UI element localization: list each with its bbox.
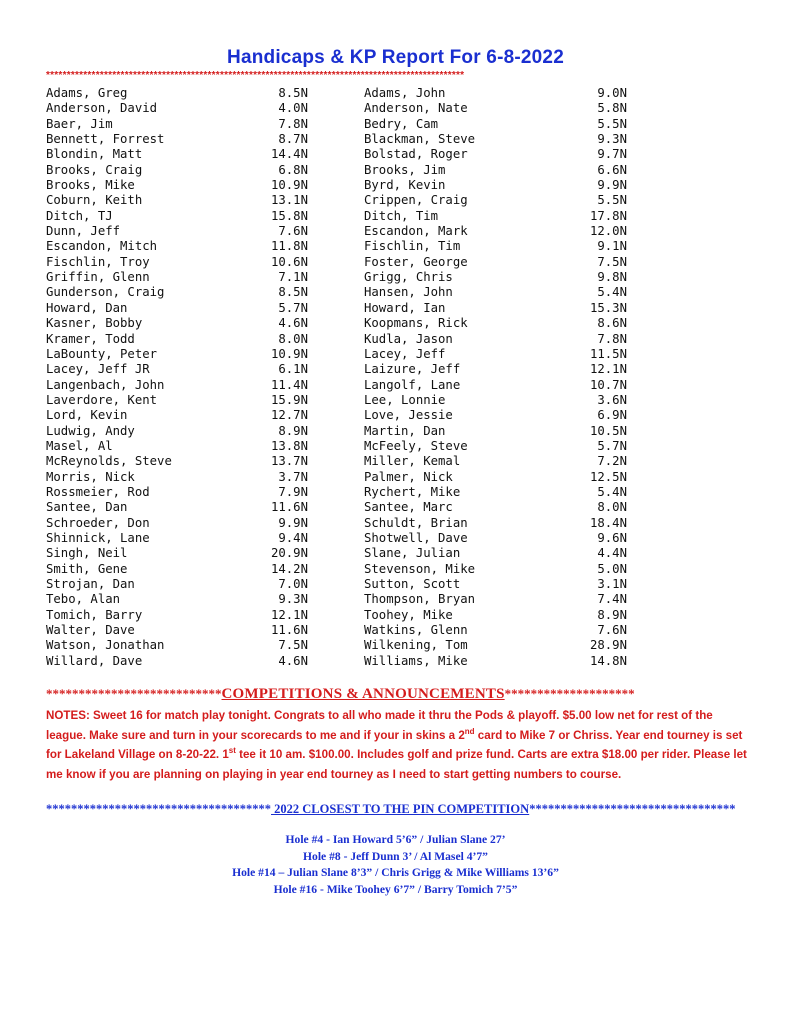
handicap-value-right: 6.9N <box>597 408 627 423</box>
handicap-value-right: 28.9N <box>589 638 627 653</box>
handicap-value-left: 7.9N <box>278 484 308 499</box>
handicap-value-right: 10.5N <box>589 423 627 438</box>
handicap-value-right: 12.0N <box>589 224 627 239</box>
player-name-right: Koopmans, Rick <box>364 316 468 331</box>
handicap-value-left: 9.4N <box>278 530 308 545</box>
notes-text-2: card to Mike 7 or Chriss. Year end tourney is set for Lakeland Village on 8-20-22. 1 <box>46 728 743 762</box>
handicap-value-right: 12.1N <box>589 362 627 377</box>
handicap-row <box>0 147 791 162</box>
player-name-left: Lacey, Jeff JR <box>46 362 150 377</box>
handicap-row <box>0 86 791 101</box>
handicap-value-right: 15.3N <box>589 300 627 315</box>
handicap-value-right: 7.2N <box>597 454 627 469</box>
handicap-row <box>0 654 791 669</box>
player-name-right: Watkins, Glenn <box>364 623 468 638</box>
handicap-value-left: 10.6N <box>270 254 308 269</box>
player-name-left: Tomich, Barry <box>46 607 143 622</box>
handicap-value-left: 4.6N <box>278 316 308 331</box>
player-name-right: Lee, Lonnie <box>364 392 446 407</box>
handicap-row <box>0 285 791 300</box>
handicap-value-right: 7.4N <box>597 592 627 607</box>
handicap-value-left: 15.9N <box>270 392 308 407</box>
kp-stars-right: ********************************* <box>529 802 736 816</box>
handicap-row <box>0 638 791 653</box>
player-name-left: Howard, Dan <box>46 300 128 315</box>
player-name-right: Kudla, Jason <box>364 331 453 346</box>
handicap-value-right: 10.7N <box>589 377 627 392</box>
handicap-value-right: 7.5N <box>597 254 627 269</box>
handicap-row <box>0 270 791 285</box>
competitions-heading <box>46 686 746 703</box>
handicap-value-left: 11.6N <box>270 500 308 515</box>
handicap-row <box>0 592 791 607</box>
competitions-stars-right: ******************** <box>504 686 635 701</box>
player-name-right: Love, Jessie <box>364 408 453 423</box>
handicap-row <box>0 224 791 239</box>
player-name-left: Gunderson, Craig <box>46 285 165 300</box>
kp-title: 2022 CLOSEST TO THE PIN COMPETITION <box>271 802 530 816</box>
handicap-value-left: 11.8N <box>270 239 308 254</box>
player-name-right: Grigg, Chris <box>364 270 453 285</box>
player-name-left: Masel, Al <box>46 438 113 453</box>
handicap-value-right: 8.6N <box>597 316 627 331</box>
player-name-right: Stevenson, Mike <box>364 561 476 576</box>
handicap-value-right: 18.4N <box>589 515 627 530</box>
player-name-left: Adams, Greg <box>46 86 128 100</box>
handicap-row <box>0 193 791 208</box>
handicap-value-left: 13.1N <box>270 193 308 208</box>
player-name-right: McFeely, Steve <box>364 438 468 453</box>
player-name-right: Martin, Dan <box>364 423 446 438</box>
player-name-right: Crippen, Craig <box>364 193 468 208</box>
kp-hole-4: Hole #4 - Ian Howard 5’6” / Julian Slane 27’ <box>285 833 506 846</box>
handicap-value-right: 7.8N <box>597 331 627 346</box>
handicap-value-left: 7.0N <box>278 577 308 591</box>
kp-hole-16: Hole #16 - Mike Toohey 6’7” / Barry Tomich 7’5” <box>273 882 518 896</box>
handicap-value-right: 3.6N <box>597 392 627 407</box>
player-name-right: Toohey, Mike <box>364 607 453 622</box>
handicap-value-right: 9.3N <box>597 132 627 147</box>
handicap-value-left: 12.7N <box>270 408 308 423</box>
player-name-right: Anderson, Nate <box>364 101 468 116</box>
player-name-left: Brooks, Craig <box>46 162 143 177</box>
player-name-right: Shotwell, Dave <box>364 530 468 545</box>
player-name-left: Kasner, Bobby <box>46 316 143 331</box>
handicap-row <box>0 608 791 623</box>
player-name-left: Langenbach, John <box>46 377 165 392</box>
handicap-value-left: 5.7N <box>278 300 308 315</box>
player-name-right: Bolstad, Roger <box>364 147 468 162</box>
handicap-value-right: 5.5N <box>597 193 627 208</box>
handicap-value-right: 9.6N <box>597 530 627 545</box>
handicap-value-left: 8.9N <box>278 423 308 438</box>
handicap-row <box>0 163 791 178</box>
player-name-left: LaBounty, Peter <box>46 346 158 361</box>
handicap-value-left: 7.6N <box>278 224 308 239</box>
competitions-title: COMPETITIONS & ANNOUNCEMENTS <box>221 686 505 702</box>
handicap-value-left: 10.9N <box>270 178 308 193</box>
player-name-right: Laizure, Jeff <box>364 362 461 377</box>
player-name-left: Smith, Gene <box>46 561 128 576</box>
kp-hole-8: Hole #8 - Jeff Dunn 3’ / Al Masel 4’7” <box>303 849 488 863</box>
handicap-value-left: 3.7N <box>278 469 308 484</box>
kp-hole-14: Hole #14 – Julian Slane 8’3” / Chris Grigg & Mike Williams 13’6” <box>232 866 559 879</box>
player-name-left: Blondin, Matt <box>46 147 143 162</box>
handicap-value-left: 6.1N <box>278 362 308 377</box>
handicap-value-right: 3.1N <box>597 577 627 591</box>
notes-paragraph <box>46 706 752 784</box>
handicap-value-left: 6.8N <box>278 162 308 177</box>
player-name-left: Schroeder, Don <box>46 515 150 530</box>
player-name-right: Palmer, Nick <box>364 469 453 484</box>
player-name-left: Coburn, Keith <box>46 193 143 208</box>
player-name-right: Thompson, Bryan <box>364 592 476 607</box>
handicap-row <box>0 378 791 393</box>
handicap-value-right: 8.0N <box>597 500 627 515</box>
notes-text-3: tee it 10 am. $100.00. Includes golf and prize fund. Carts are extra $18.00 per rider. Please let me know if you are planning on playing in year end tourney as I need to start getting numbers to course. <box>46 748 747 781</box>
handicap-value-left: 13.8N <box>270 438 308 453</box>
player-name-right: Adams, John <box>364 86 446 100</box>
handicap-row <box>0 347 791 362</box>
handicap-row <box>0 424 791 439</box>
handicap-value-right: 7.6N <box>597 623 627 638</box>
handicap-value-right: 9.1N <box>597 239 627 254</box>
handicap-row <box>0 117 791 132</box>
player-name-left: Strojan, Dan <box>46 577 135 591</box>
handicap-value-right: 4.4N <box>597 546 627 561</box>
kp-heading <box>46 802 746 817</box>
player-name-left: Watson, Jonathan <box>46 638 165 653</box>
player-name-right: Williams, Mike <box>364 653 468 668</box>
player-name-left: Brooks, Mike <box>46 178 135 193</box>
player-name-left: Ludwig, Andy <box>46 423 135 438</box>
handicap-value-right: 6.6N <box>597 162 627 177</box>
handicap-value-left: 14.2N <box>270 561 308 576</box>
handicap-row <box>0 577 791 592</box>
player-name-right: Wilkening, Tom <box>364 638 468 653</box>
player-name-left: Griffin, Glenn <box>46 270 150 285</box>
player-name-right: Slane, Julian <box>364 546 461 561</box>
handicap-row <box>0 516 791 531</box>
handicap-row <box>0 316 791 331</box>
handicap-value-right: 5.8N <box>597 101 627 116</box>
notes-superscript-st: st <box>228 746 236 756</box>
player-name-left: Bennett, Forrest <box>46 132 165 147</box>
handicap-row <box>0 623 791 638</box>
player-name-left: Dunn, Jeff <box>46 224 121 239</box>
handicap-value-left: 8.5N <box>278 86 308 100</box>
handicap-value-left: 9.9N <box>278 515 308 530</box>
handicap-value-left: 10.9N <box>270 346 308 361</box>
handicap-value-left: 8.0N <box>278 331 308 346</box>
player-name-right: Bedry, Cam <box>364 116 439 131</box>
player-name-left: Escandon, Mitch <box>46 239 158 254</box>
handicap-row <box>0 332 791 347</box>
handicap-value-right: 5.7N <box>597 438 627 453</box>
player-name-left: Rossmeier, Rod <box>46 484 150 499</box>
handicap-value-right: 14.8N <box>589 653 627 668</box>
handicap-value-right: 9.7N <box>597 147 627 162</box>
player-name-left: Kramer, Todd <box>46 331 135 346</box>
handicap-value-left: 13.7N <box>270 454 308 469</box>
handicap-value-right: 12.5N <box>589 469 627 484</box>
handicap-value-left: 7.1N <box>278 270 308 285</box>
handicap-row <box>0 255 791 270</box>
handicap-value-left: 7.5N <box>278 638 308 653</box>
handicap-value-left: 11.4N <box>270 377 308 392</box>
handicap-value-left: 8.5N <box>278 285 308 300</box>
handicap-value-right: 11.5N <box>589 346 627 361</box>
player-name-left: Shinnick, Lane <box>46 530 150 545</box>
handicap-row <box>0 408 791 423</box>
competitions-stars-left: *************************** <box>46 686 222 701</box>
handicap-row <box>0 178 791 193</box>
player-name-left: Laverdore, Kent <box>46 392 158 407</box>
player-name-right: Langolf, Lane <box>364 377 461 392</box>
handicap-value-left: 9.3N <box>278 592 308 607</box>
handicap-row <box>0 362 791 377</box>
title-star-divider: ***************************************************************************************************** <box>46 70 465 81</box>
handicap-row <box>0 485 791 500</box>
handicap-row <box>0 562 791 577</box>
player-name-left: Baer, Jim <box>46 116 113 131</box>
player-name-left: Santee, Dan <box>46 500 128 515</box>
handicap-row <box>0 209 791 224</box>
player-name-right: Byrd, Kevin <box>364 178 446 193</box>
handicap-list <box>0 86 791 669</box>
player-name-left: Anderson, David <box>46 101 158 116</box>
player-name-right: Rychert, Mike <box>364 484 461 499</box>
player-name-right: Foster, George <box>364 254 468 269</box>
report-title: Handicaps & KP Report For 6-8-2022 <box>227 47 564 68</box>
handicap-value-right: 5.4N <box>597 285 627 300</box>
handicap-value-left: 4.0N <box>278 101 308 116</box>
handicap-row <box>0 101 791 116</box>
handicap-value-right: 8.9N <box>597 607 627 622</box>
handicap-value-left: 11.6N <box>270 623 308 638</box>
handicap-value-left: 7.8N <box>278 116 308 131</box>
player-name-left: Willard, Dave <box>46 653 143 668</box>
handicap-value-right: 9.9N <box>597 178 627 193</box>
player-name-right: Ditch, Tim <box>364 208 439 223</box>
notes-text-1: NOTES: Sweet 16 for match play tonight. Congrats to all who made it thru the Pods & playoff. $5.00 low net for rest of the league. Make sure and turn in your scorecards to me and if your in skins a 2 <box>46 709 713 742</box>
player-name-right: Lacey, Jeff <box>364 346 446 361</box>
player-name-left: Lord, Kevin <box>46 408 128 423</box>
player-name-left: Ditch, TJ <box>46 208 113 223</box>
player-name-right: Schuldt, Brian <box>364 515 468 530</box>
handicap-value-right: 9.0N <box>597 86 627 100</box>
handicap-value-right: 5.4N <box>597 484 627 499</box>
handicap-value-left: 12.1N <box>270 607 308 622</box>
handicap-row <box>0 500 791 515</box>
player-name-right: Howard, Ian <box>364 300 446 315</box>
player-name-right: Fischlin, Tim <box>364 239 461 254</box>
handicap-value-right: 9.8N <box>597 270 627 285</box>
player-name-right: Brooks, Jim <box>364 162 446 177</box>
handicap-row <box>0 439 791 454</box>
player-name-left: McReynolds, Steve <box>46 454 172 469</box>
handicap-row <box>0 301 791 316</box>
player-name-left: Fischlin, Troy <box>46 254 150 269</box>
handicap-row <box>0 393 791 408</box>
handicap-row <box>0 239 791 254</box>
handicap-row <box>0 132 791 147</box>
player-name-right: Escandon, Mark <box>364 224 468 239</box>
handicap-value-right: 5.0N <box>597 561 627 576</box>
handicap-row <box>0 531 791 546</box>
player-name-left: Morris, Nick <box>46 469 135 484</box>
player-name-left: Singh, Neil <box>46 546 128 561</box>
player-name-right: Santee, Marc <box>364 500 453 515</box>
handicap-row <box>0 546 791 561</box>
notes-superscript-nd: nd <box>464 726 475 736</box>
player-name-left: Walter, Dave <box>46 623 135 638</box>
handicap-row <box>0 470 791 485</box>
player-name-left: Tebo, Alan <box>46 592 121 607</box>
player-name-right: Sutton, Scott <box>364 577 461 591</box>
handicap-value-left: 4.6N <box>278 653 308 668</box>
kp-stars-left: ************************************ <box>46 802 271 816</box>
player-name-right: Miller, Kemal <box>364 454 461 469</box>
kp-results-list <box>0 832 791 898</box>
handicap-value-left: 14.4N <box>270 147 308 162</box>
handicap-value-right: 17.8N <box>589 208 627 223</box>
handicap-row <box>0 454 791 469</box>
player-name-right: Blackman, Steve <box>364 132 476 147</box>
handicap-value-left: 20.9N <box>270 546 308 561</box>
handicap-value-left: 8.7N <box>278 132 308 147</box>
player-name-right: Hansen, John <box>364 285 453 300</box>
handicap-value-left: 15.8N <box>270 208 308 223</box>
handicap-value-right: 5.5N <box>597 116 627 131</box>
